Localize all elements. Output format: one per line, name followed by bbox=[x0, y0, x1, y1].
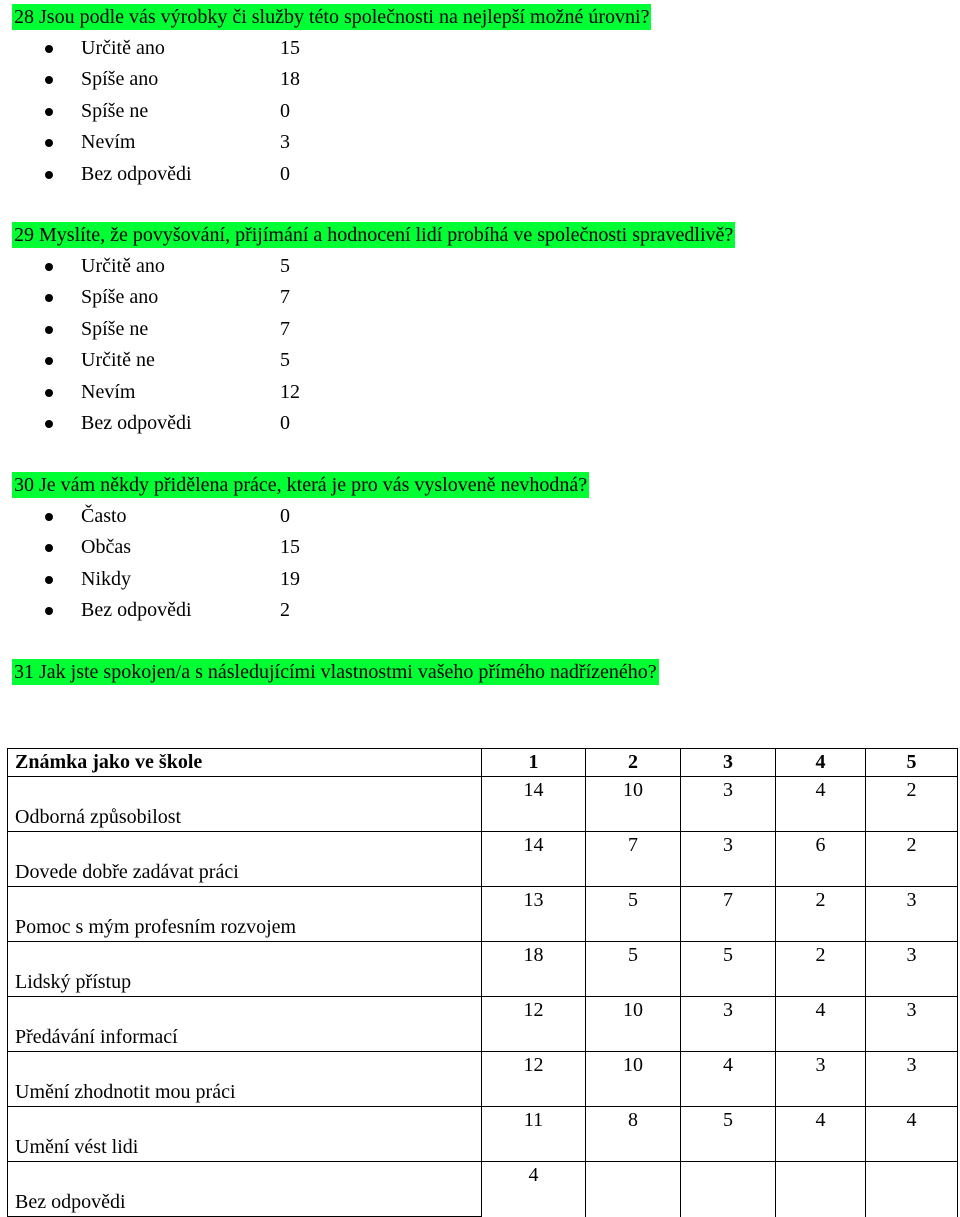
table-cell: 12 bbox=[482, 1052, 586, 1107]
table-cell: 4 bbox=[776, 1107, 866, 1162]
question-29-title: 29 Myslíte, že povyšování, přijímání a hodnocení lidí probíhá ve společnosti spravedlivě? bbox=[14, 224, 734, 246]
table-cell: 2 bbox=[866, 777, 958, 832]
table-cell: 6 bbox=[776, 832, 866, 887]
table-cell: 3 bbox=[776, 1052, 866, 1107]
table-cell: 12 bbox=[482, 997, 586, 1052]
row-name: Umění zhodnotit mou práci bbox=[8, 1052, 482, 1107]
table-cell: 7 bbox=[681, 887, 776, 942]
table-row bbox=[8, 1052, 958, 1107]
table-cell: 8 bbox=[586, 1107, 681, 1162]
table-row bbox=[8, 997, 958, 1052]
table-header-cell: 2 bbox=[586, 749, 681, 777]
table-row bbox=[8, 1107, 958, 1162]
bullet-icon bbox=[45, 544, 53, 552]
table-header-cell: Známka jako ve škole bbox=[8, 749, 482, 777]
table-cell: 18 bbox=[482, 942, 586, 997]
bullet-icon bbox=[45, 420, 53, 428]
row-name: Bez odpovědi bbox=[8, 1162, 482, 1217]
row-name: Pomoc s mým profesním rozvojem bbox=[8, 887, 482, 942]
row-name: Lidský přístup bbox=[8, 942, 482, 997]
table-header-cell: 3 bbox=[681, 749, 776, 777]
table-row bbox=[8, 777, 958, 832]
table-cell bbox=[776, 1162, 866, 1217]
bullet-icon bbox=[45, 357, 53, 365]
table-cell bbox=[681, 1162, 776, 1217]
table-cell: 10 bbox=[586, 777, 681, 832]
table-row bbox=[8, 942, 958, 997]
table-row bbox=[8, 887, 958, 942]
table-cell: 4 bbox=[776, 777, 866, 832]
row-name: Odborná způsobilost bbox=[8, 777, 482, 832]
table-cell bbox=[866, 1162, 958, 1217]
bullet-icon bbox=[45, 389, 53, 397]
table-cell: 14 bbox=[482, 832, 586, 887]
table-cell: 2 bbox=[776, 942, 866, 997]
table-cell: 5 bbox=[681, 1107, 776, 1162]
table-cell: 13 bbox=[482, 887, 586, 942]
bullet-icon bbox=[45, 171, 53, 179]
bullet-icon bbox=[45, 326, 53, 334]
table-cell: 10 bbox=[586, 1052, 681, 1107]
table-row bbox=[8, 832, 958, 887]
table-header-row bbox=[8, 749, 958, 777]
table-cell: 3 bbox=[866, 887, 958, 942]
table-cell: 3 bbox=[681, 777, 776, 832]
table-cell: 3 bbox=[866, 997, 958, 1052]
question-30-title: 30 Je vám někdy přidělena práce, která je pro vás vysloveně nevhodná? bbox=[14, 474, 588, 496]
question-28-title: 28 Jsou podle vás výrobky či služby této společnosti na nejlepší možné úrovni? bbox=[14, 6, 650, 28]
table-cell: 2 bbox=[776, 887, 866, 942]
table-cell bbox=[586, 1162, 681, 1217]
table-cell: 7 bbox=[586, 832, 681, 887]
bullet-icon bbox=[45, 576, 53, 584]
bullet-icon bbox=[45, 76, 53, 84]
bullet-icon bbox=[45, 108, 53, 116]
table-cell: 2 bbox=[866, 832, 958, 887]
bullet-icon bbox=[45, 139, 53, 147]
table-cell: 4 bbox=[681, 1052, 776, 1107]
bullet-icon bbox=[45, 607, 53, 615]
table-cell: 10 bbox=[586, 997, 681, 1052]
table-cell: 4 bbox=[776, 997, 866, 1052]
table-cell: 4 bbox=[866, 1107, 958, 1162]
table-cell: 3 bbox=[681, 997, 776, 1052]
table-cell: 3 bbox=[866, 942, 958, 997]
row-name: Umění vést lidi bbox=[8, 1107, 482, 1162]
table-cell: 5 bbox=[681, 942, 776, 997]
bullet-icon bbox=[45, 294, 53, 302]
table-row bbox=[8, 1162, 958, 1217]
table-cell: 11 bbox=[482, 1107, 586, 1162]
table-cell: 3 bbox=[681, 832, 776, 887]
table-cell: 4 bbox=[482, 1162, 586, 1217]
grade-table bbox=[7, 748, 958, 1217]
table-cell: 5 bbox=[586, 942, 681, 997]
table-cell: 3 bbox=[866, 1052, 958, 1107]
bullet-icon bbox=[45, 513, 53, 521]
table-cell: 5 bbox=[586, 887, 681, 942]
table-header-cell: 4 bbox=[776, 749, 866, 777]
bullet-icon bbox=[45, 263, 53, 271]
bullet-icon bbox=[45, 45, 53, 53]
question-31-title: 31 Jak jste spokojen/a s následujícími vlastnostmi vašeho přímého nadřízeného? bbox=[14, 661, 657, 683]
table-cell: 14 bbox=[482, 777, 586, 832]
table-header-cell: 5 bbox=[866, 749, 958, 777]
table-header-cell: 1 bbox=[482, 749, 586, 777]
row-name: Předávání informací bbox=[8, 997, 482, 1052]
row-name: Dovede dobře zadávat práci bbox=[8, 832, 482, 887]
